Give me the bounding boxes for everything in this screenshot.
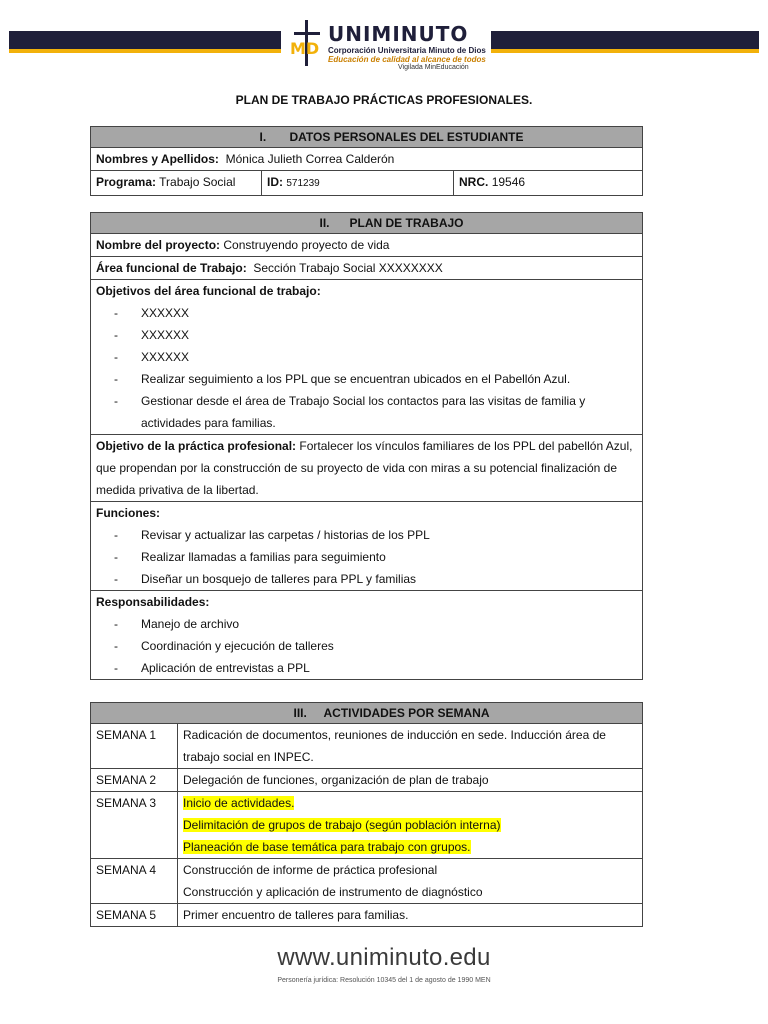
table-row xyxy=(91,171,643,196)
work-plan-table xyxy=(90,212,643,680)
table-row xyxy=(91,792,643,859)
name-value: Mónica Julieth Correa Calderón xyxy=(225,152,395,166)
objectives-list xyxy=(96,302,637,434)
nrc-label: NRC. xyxy=(459,175,489,189)
week-label: SEMANA 4 xyxy=(91,859,178,904)
header-bar-left-accent xyxy=(9,49,281,53)
section-number: III. xyxy=(293,706,307,720)
area-label: Área funcional de Trabajo: xyxy=(96,261,247,275)
week-activity: Inicio de actividades. xyxy=(183,796,295,810)
id-label: ID: xyxy=(267,175,283,189)
project-value: Construyendo proyecto de vida xyxy=(223,238,390,252)
week-activity: Delimitación de grupos de trabajo (según población interna) xyxy=(183,818,501,832)
header-bar-right-accent xyxy=(491,49,759,53)
table-row xyxy=(91,234,643,257)
section-header xyxy=(91,213,643,234)
list-item: - XXXXXX xyxy=(114,346,637,368)
list-item: - Gestionar desde el área de Trabajo Social los contactos para las visitas de familia y actividades para familias. xyxy=(114,390,637,434)
section-header xyxy=(91,127,643,148)
student-data-table xyxy=(90,126,643,196)
logo-line2: Educación de calidad al alcance de todos xyxy=(328,55,486,64)
table-row xyxy=(91,280,643,435)
logo-line3: Vigilada MinEducación xyxy=(398,64,469,71)
document-title: PLAN DE TRABAJO PRÁCTICAS PROFESIONALES. xyxy=(235,93,533,107)
list-item: - Revisar y actualizar las carpetas / historias de los PPL xyxy=(114,524,637,546)
week-label: SEMANA 5 xyxy=(91,904,178,927)
list-item: - Aplicación de entrevistas a PPL xyxy=(114,657,637,679)
week-label: SEMANA 2 xyxy=(91,769,178,792)
list-item: - Coordinación y ejecución de talleres xyxy=(114,635,637,657)
section-header xyxy=(91,703,643,724)
program-label: Programa: xyxy=(96,175,157,189)
list-item: - XXXXXX xyxy=(114,324,637,346)
practice-objective-label: Objetivo de la práctica profesional: xyxy=(96,439,297,453)
header-bar-right xyxy=(491,31,759,50)
functions-label: Funciones: xyxy=(96,506,161,520)
week-activity: Construcción y aplicación de instrumento de diagnóstico xyxy=(183,885,483,899)
footer-legal: Personería jurídica: Resolución 10345 del 1 de agosto de 1990 MEN xyxy=(277,977,491,984)
header-bar-left xyxy=(9,31,281,50)
area-value: Sección Trabajo Social XXXXXXXX xyxy=(253,261,443,275)
week-activity: Planeación de base temática para trabajo con grupos. xyxy=(183,840,471,854)
functions-list xyxy=(96,524,637,590)
week-activity: Primer encuentro de talleres para familias. xyxy=(183,908,409,922)
table-row xyxy=(91,435,643,502)
logo-brand: UNIMINUTO xyxy=(328,22,469,46)
list-item: - Realizar seguimiento a los PPL que se encuentran ubicados en el Pabellón Azul. xyxy=(114,368,637,390)
svg-text:MD: MD xyxy=(290,39,320,58)
section-number: II. xyxy=(319,216,330,230)
responsibilities-label: Responsabilidades: xyxy=(96,595,210,609)
table-row xyxy=(91,769,643,792)
list-item: - Manejo de archivo xyxy=(114,613,637,635)
uniminuto-logo xyxy=(288,16,488,72)
table-row xyxy=(91,502,643,591)
section-title: ACTIVIDADES POR SEMANA xyxy=(323,706,490,720)
week-label: SEMANA 3 xyxy=(91,792,178,859)
table-row xyxy=(91,257,643,280)
program-value: Trabajo Social xyxy=(159,175,236,189)
project-label: Nombre del proyecto: xyxy=(96,238,221,252)
table-row xyxy=(91,904,643,927)
uniminuto-mark-icon xyxy=(288,18,328,68)
list-item: - XXXXXX xyxy=(114,302,637,324)
table-row xyxy=(91,591,643,680)
practice-objective-value: Fortalecer los vínculos familiares de los PPL del pabellón Azul, que propendan por la construcción de su proyecto de vida con miras a su potencial finalización de medida privativa de la libertad. xyxy=(96,439,633,497)
section-title: PLAN DE TRABAJO xyxy=(349,216,464,230)
section-number: I. xyxy=(259,130,267,144)
table-row xyxy=(91,724,643,769)
name-label: Nombres y Apellidos: xyxy=(96,152,219,166)
weekly-activities-table xyxy=(90,702,643,927)
section-title: DATOS PERSONALES DEL ESTUDIANTE xyxy=(289,130,524,144)
footer-url: www.uniminuto.edu xyxy=(277,944,491,971)
table-row xyxy=(91,859,643,904)
week-activity: Construcción de informe de práctica profesional xyxy=(183,863,438,877)
id-value: 571239 xyxy=(286,178,320,189)
list-item: - Diseñar un bosquejo de talleres para PPL y familias xyxy=(114,568,637,590)
logo-line1: Corporación Universitaria Minuto de Dios xyxy=(328,46,486,55)
list-item: - Realizar llamadas a familias para seguimiento xyxy=(114,546,637,568)
table-row xyxy=(91,148,643,171)
week-label: SEMANA 1 xyxy=(91,724,178,769)
objectives-label: Objetivos del área funcional de trabajo: xyxy=(96,284,321,298)
week-activity: Radicación de documentos, reuniones de inducción en sede. Inducción área de trabajo social en INPEC. xyxy=(183,728,606,764)
week-activity: Delegación de funciones, organización de plan de trabajo xyxy=(183,773,489,787)
responsibilities-list xyxy=(96,613,637,679)
nrc-value: 19546 xyxy=(491,175,526,189)
